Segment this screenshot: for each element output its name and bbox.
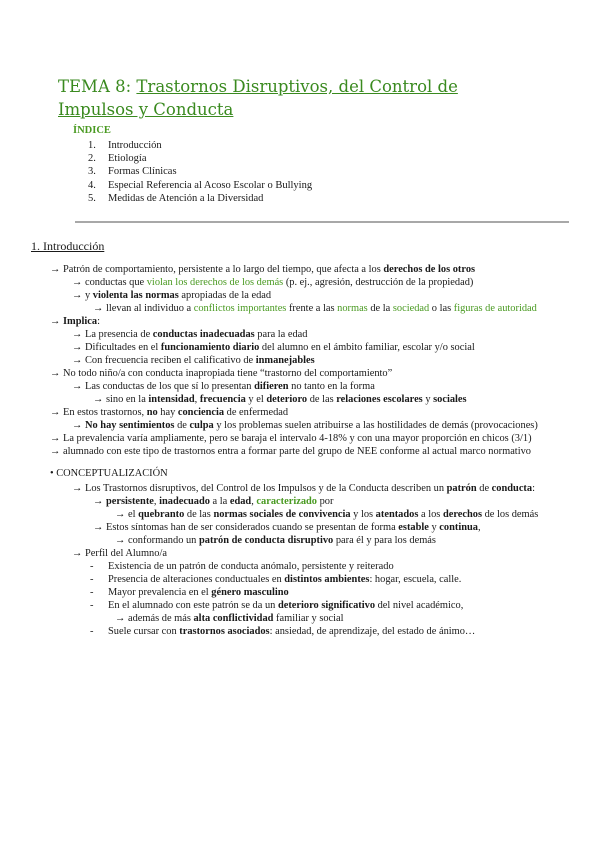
list-item: - En el alumnado con este patrón se da un deterioro significativo del nivel académico, bbox=[90, 600, 464, 611]
text-line: → conductas que violan los derechos de los demás (p. ej., agresión, destrucción de la propiedad) bbox=[72, 277, 474, 288]
text-line: → Las conductas de los que sí lo presentan difieren no tanto en la forma bbox=[72, 381, 375, 392]
text-line: → Perfil del Alumno/a bbox=[72, 548, 167, 559]
text-line: → La presencia de conductas inadecuadas para la edad bbox=[72, 329, 308, 340]
text-line: → además de más alta conflictividad familiar y social bbox=[115, 613, 344, 624]
list-item: - Mayor prevalencia en el género masculino bbox=[90, 587, 289, 598]
text-line: → Con frecuencia reciben el calificativo de inmanejables bbox=[72, 355, 315, 366]
text-line: → Los Trastornos disruptivos, del Control de los Impulsos y de la Conducta describen un patrón de conducta: bbox=[72, 483, 535, 494]
title-main: Trastornos Disruptivos, del Control de Impulsos y Conducta bbox=[58, 77, 458, 119]
text-line: → y violenta las normas apropiadas de la edad bbox=[72, 290, 272, 301]
index-item: 3. Formas Clínicas bbox=[88, 166, 177, 178]
text-line: → Patrón de comportamiento, persistente a lo largo del tiempo, que afecta a los derechos de los otros bbox=[50, 264, 476, 275]
list-item: - Suele cursar con trastornos asociados: ansiedad, de aprendizaje, del estado de ánimo… bbox=[90, 626, 476, 637]
text-line: → Implica: bbox=[50, 316, 100, 327]
index-item: 2. Etiología bbox=[88, 153, 147, 165]
index-item: 1. Introducción bbox=[88, 140, 162, 151]
subsection-heading: • CONCEPTUALIZACIÓN bbox=[50, 468, 168, 479]
text-line: → Dificultades en el funcionamiento diario del alumno en el ámbito familiar, escolar y/o social bbox=[72, 342, 475, 353]
text-line: → persistente, inadecuado a la edad, caracterizado por bbox=[93, 496, 334, 507]
index-list bbox=[88, 139, 312, 205]
text-line: → En estos trastornos, no hay conciencia de enfermedad bbox=[50, 407, 289, 418]
divider bbox=[75, 221, 569, 223]
index-item: 4. Especial Referencia al Acoso Escolar o Bullying bbox=[88, 179, 313, 191]
text-line: → No todo niño/a con conducta inapropiada tiene “trastorno del comportamiento” bbox=[50, 368, 393, 379]
index-heading: ÍNDICE bbox=[73, 125, 111, 136]
text-line: → sino en la intensidad, frecuencia y el deterioro de las relaciones escolares y sociales bbox=[93, 394, 467, 405]
section-heading: 1. Introducción bbox=[31, 239, 105, 253]
text-line: → Estos síntomas han de ser considerados cuando se presentan de forma estable y continua, bbox=[93, 522, 481, 533]
text-line: → La prevalencia varía ampliamente, pero se baraja el intervalo 4-18% y con una mayor proporción en chicos (3/1) bbox=[50, 433, 532, 444]
text-line: → alumnado con este tipo de trastornos entra a formar parte del grupo de NEE conforme al actual marco normativo bbox=[50, 446, 531, 457]
text-line: → conformando un patrón de conducta disruptivo para él y para los demás bbox=[115, 535, 436, 546]
list-item: - Existencia de un patrón de conducta anómalo, persistente y reiterado bbox=[90, 561, 394, 572]
list-item: - Presencia de alteraciones conductuales en distintos ambientes: hogar, escuela, calle. bbox=[90, 574, 462, 585]
text-line: → No hay sentimientos de culpa y los problemas suelen atribuirse a las hostilidades de demás (provocaciones) bbox=[72, 420, 538, 431]
page-title bbox=[58, 75, 528, 121]
text-line: → llevan al individuo a conflictos importantes frente a las normas de la sociedad o las figuras de autoridad bbox=[93, 303, 537, 314]
title-prefix: TEMA 8: bbox=[58, 77, 137, 96]
index-item: 5. Medidas de Atención a la Diversidad bbox=[88, 192, 264, 204]
text-line: → el quebranto de las normas sociales de convivencia y los atentados a los derechos de los demás bbox=[115, 509, 539, 520]
